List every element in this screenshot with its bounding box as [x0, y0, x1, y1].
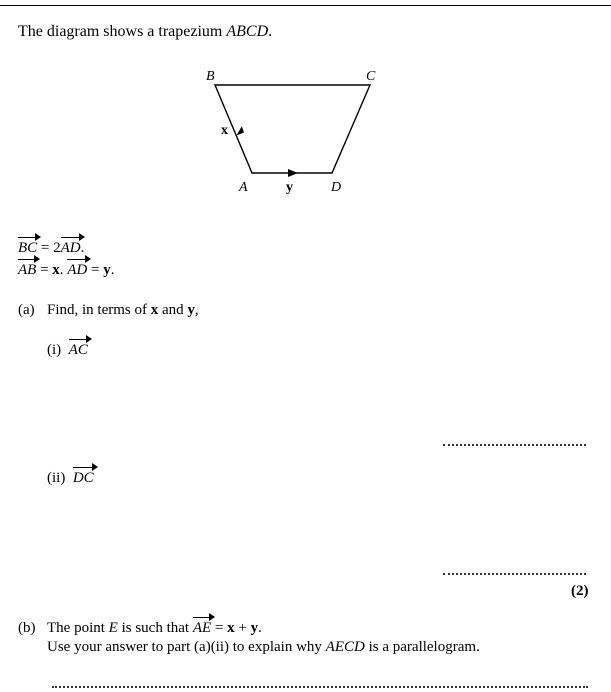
part-a-question — [47, 302, 199, 319]
given-val-x: x — [52, 262, 60, 278]
given-eq-1: = 2 — [37, 240, 61, 256]
part-b-y: y — [250, 620, 259, 636]
part-b-line2-prefix: Use your answer to part (a)(ii) to explain why — [47, 639, 326, 655]
answer-line-b[interactable] — [52, 686, 588, 688]
given-val-y: y — [103, 262, 111, 278]
vector-ac: AC — [68, 342, 88, 358]
vector-label-y: y — [286, 180, 293, 195]
intro-suffix: . — [268, 23, 273, 40]
part-b-x: x — [227, 620, 235, 636]
part-a-prefix: Find, in terms of — [47, 302, 151, 318]
part-a-i — [47, 342, 88, 359]
part-b-prefix: The point — [47, 620, 109, 636]
part-a-ii — [47, 470, 94, 487]
given-line-2 — [18, 262, 115, 279]
given-end-1: . — [80, 240, 85, 256]
intro-text — [18, 23, 272, 41]
part-a-suffix: , — [194, 302, 199, 318]
vertex-label-b: B — [206, 69, 215, 84]
part-b-line-1 — [47, 620, 262, 637]
part-b-mid: is such that — [117, 620, 193, 636]
vector-dc: DC — [72, 470, 94, 486]
part-b-plus: + — [234, 620, 251, 636]
arrow-x-icon — [236, 126, 244, 137]
trapezium-diagram — [190, 60, 380, 200]
part-a-and: and — [158, 302, 188, 318]
part-b-label: (b) — [18, 620, 36, 636]
intro-prefix: The diagram shows a trapezium — [18, 23, 227, 40]
arrow-y-icon — [288, 169, 298, 177]
part-b-quad: AECD — [325, 639, 365, 655]
vector-ad-2: AD — [67, 262, 88, 278]
intro-shape-name: ABCD — [226, 23, 269, 40]
trapezium-shape — [215, 85, 370, 173]
part-a-x: x — [150, 302, 159, 318]
given-line-1 — [18, 240, 84, 257]
vector-ae: AE — [192, 620, 212, 636]
part-b-eq: = — [211, 620, 228, 636]
part-a-i-label: (i) — [47, 342, 62, 358]
page-top-border — [0, 0, 611, 6]
part-b-end: . — [258, 620, 262, 636]
given-end-2: . — [110, 262, 115, 278]
vertex-label-d: D — [331, 180, 342, 195]
part-b-point: E — [108, 620, 118, 636]
vector-ad: AD — [60, 240, 81, 256]
part-a-y: y — [187, 302, 195, 318]
part-a-marks: (2) — [571, 583, 589, 599]
given-sep: . — [59, 262, 68, 278]
part-a-ii-label: (ii) — [47, 470, 66, 486]
vertex-label-a: A — [239, 180, 248, 195]
given-eq-2a: = — [36, 262, 53, 278]
answer-line-a-i[interactable] — [443, 444, 586, 446]
given-eq-2b: = — [87, 262, 104, 278]
answer-line-a-ii[interactable] — [443, 573, 586, 575]
part-b-line2-suffix: is a parallelogram. — [364, 639, 480, 655]
part-b-line-2 — [47, 639, 480, 656]
vector-bc: BC — [18, 240, 38, 256]
part-a-label: (a) — [18, 302, 35, 318]
vertex-label-c: C — [366, 69, 376, 84]
vector-ab: AB — [18, 262, 37, 278]
vector-label-x: x — [221, 123, 228, 138]
